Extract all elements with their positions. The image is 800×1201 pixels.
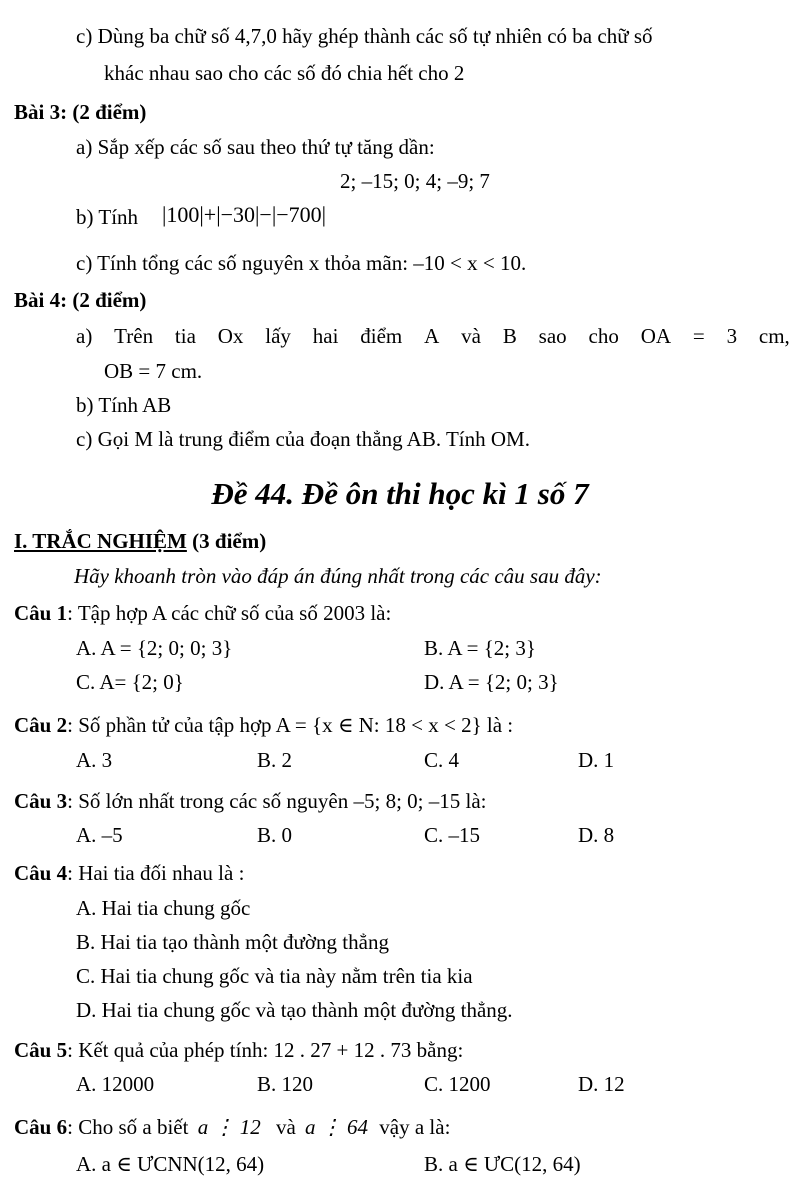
q5-option-d: D. 12: [578, 1072, 625, 1096]
question-text: : Số lớn nhất trong các số nguyên –5; 8; 0; –15 là:: [67, 789, 487, 813]
word: a): [76, 324, 93, 348]
q1-option-d: D. A = {2; 0; 3}: [424, 670, 559, 694]
word: A: [424, 324, 440, 348]
instruction: Hãy khoanh tròn vào đáp án đúng nhất trong các câu sau đây:: [74, 564, 602, 588]
section-points: (3 điểm): [192, 529, 267, 553]
word: =: [692, 324, 705, 348]
q1-option-c: C. A= {2; 0}: [76, 670, 184, 694]
bai3-a-numbers: 2; –15; 0; 4; –9; 7: [340, 169, 490, 193]
q2-option-d: D. 1: [578, 748, 615, 772]
bai4-a-line1: [76, 322, 790, 350]
question-2: [14, 711, 513, 739]
word: cm,: [758, 324, 790, 348]
question-text: : Cho số a biết: [67, 1115, 189, 1139]
bai3-c: c) Tính tổng các số nguyên x thỏa mãn: –10 < x < 10.: [76, 251, 527, 275]
question-5: [14, 1036, 463, 1064]
word: B: [502, 324, 517, 348]
bai3-b-label: b) Tính: [76, 205, 139, 229]
bai4-c: c) Gọi M là trung điểm của đoạn thẳng AB. Tính OM.: [76, 427, 530, 451]
section-label: I. TRẮC NGHIỆM: [14, 529, 187, 553]
q2-option-a: A. 3: [76, 748, 113, 772]
question-6: [14, 1113, 450, 1141]
section-heading: [14, 527, 266, 555]
q2-option-c: C. 4: [424, 748, 460, 772]
q4-option-c: C. Hai tia chung gốc và tia này nằm trên tia kia: [76, 964, 473, 988]
question-text: : Kết quả của phép tính: 12 . 27 + 12 . 73 bằng:: [67, 1038, 464, 1062]
q3-option-b: B. 0: [257, 823, 293, 847]
q1-option-a: A. A = {2; 0; 0; 3}: [76, 636, 233, 660]
q5-option-a: A. 12000: [76, 1072, 155, 1096]
question-label: Câu 4: [14, 861, 68, 885]
bai3-heading: Bài 3: (2 điểm): [14, 100, 147, 124]
question-text: : Hai tia đối nhau là :: [67, 861, 245, 885]
word: tia: [174, 324, 196, 348]
bai4-heading: Bài 4: (2 điểm): [14, 288, 147, 312]
question-text: : Tập hợp A các chữ số của số 2003 là:: [67, 601, 392, 625]
q3-option-c: C. –15: [424, 823, 481, 847]
q3-option-d: D. 8: [578, 823, 615, 847]
word: lấy: [265, 324, 291, 348]
question-label: Câu 1: [14, 601, 68, 625]
question-text: : Số phần tử của tập hợp A = {x ∈ N: 18 < x < 2} là :: [67, 713, 514, 737]
word: sao: [538, 324, 567, 348]
question-1: [14, 599, 391, 627]
bai4-a-line2: OB = 7 cm.: [104, 359, 203, 383]
q6-option-a: A. a ∈ ƯCNN(12, 64): [76, 1152, 265, 1176]
q4-option-b: B. Hai tia tạo thành một đường thẳng: [76, 930, 389, 954]
q4-option-a: A. Hai tia chung gốc: [76, 896, 251, 920]
bai3-a: a) Sắp xếp các số sau theo thứ tự tăng dần:: [76, 135, 435, 159]
q5-option-c: C. 1200: [424, 1072, 491, 1096]
q1-option-b: B. A = {2; 3}: [424, 636, 536, 660]
word: Trên: [114, 324, 154, 348]
question-3: [14, 787, 487, 815]
part1-c-line1: c) Dùng ba chữ số 4,7,0 hãy ghép thành các số tự nhiên có ba chữ số: [76, 24, 653, 48]
condition-1: a ⋮ 12: [197, 1115, 261, 1139]
word: Ox: [217, 324, 244, 348]
word: OA: [640, 324, 672, 348]
bai3-b-expression: |100|+|−30|−|−700|: [162, 202, 327, 227]
question-label: Câu 6: [14, 1115, 68, 1139]
part1-c-line2: khác nhau sao cho các số đó chia hết cho 2: [104, 61, 465, 85]
exam-title: Đề 44. Đề ôn thi học kì 1 số 7: [211, 476, 589, 511]
q2-option-b: B. 2: [257, 748, 293, 772]
q3-option-a: A. –5: [76, 823, 123, 847]
conjunction: và: [275, 1115, 296, 1139]
question-label: Câu 3: [14, 789, 68, 813]
question-text-post: vậy a là:: [379, 1115, 451, 1139]
q6-option-b: B. a ∈ ƯC(12, 64): [424, 1152, 581, 1176]
word: điểm: [360, 324, 403, 348]
bai4-b: b) Tính AB: [76, 393, 172, 417]
q4-option-d: D. Hai tia chung gốc và tạo thành một đường thẳng.: [76, 998, 513, 1022]
word: hai: [312, 324, 339, 348]
word: 3: [726, 324, 738, 348]
condition-2: a ⋮ 64: [305, 1115, 369, 1139]
q5-option-b: B. 120: [257, 1072, 314, 1096]
word: cho: [588, 324, 619, 348]
word: và: [461, 324, 481, 348]
question-4: [14, 859, 244, 887]
question-label: Câu 2: [14, 713, 68, 737]
question-label: Câu 5: [14, 1038, 68, 1062]
